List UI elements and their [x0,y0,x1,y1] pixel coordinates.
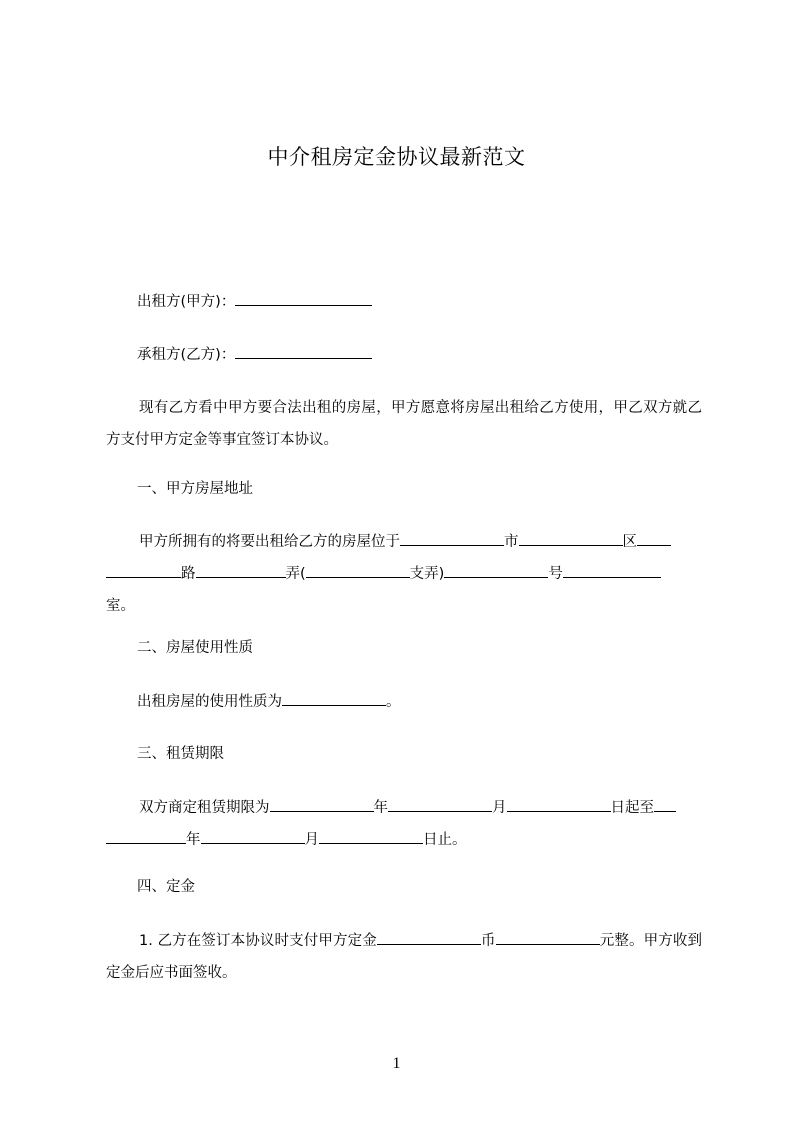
section-2-heading: 二、房屋使用性质 [137,640,253,656]
road-blank[interactable] [106,562,181,578]
document-title: 中介租房定金协议最新范文 [267,145,526,169]
section-3-paragraph [106,792,702,856]
section-4-paragraph [106,925,702,989]
amount-blank[interactable] [496,929,600,945]
term-text-1: 双方商定租赁期限为 [139,800,270,816]
section-2-paragraph [106,690,702,713]
lessee-name-blank[interactable] [235,343,372,359]
start-year-blank[interactable] [270,796,374,812]
address-text-lane: 弄( [285,566,306,582]
lessee-label: 承租方(乙方)： [137,347,236,363]
intro-paragraph: 现有乙方看中甲方要合法出租的房屋，甲方愿意将房屋出租给乙方使用，甲乙双方就乙方支付甲方定金等事宜签订本协议。 [106,400,702,448]
term-text-day-from: 日起至 [610,800,654,816]
end-year-blank-start[interactable] [654,796,676,812]
end-day-blank[interactable] [319,828,423,844]
city-blank[interactable] [400,530,504,546]
start-month-blank[interactable] [388,796,492,812]
lane-blank[interactable] [196,562,286,578]
address-text-number: 号 [548,566,563,582]
end-month-blank[interactable] [201,828,305,844]
number-blank[interactable] [444,562,548,578]
term-text-end-year: 年 [186,832,201,848]
usage-text: 出租房屋的使用性质为 [137,694,282,710]
address-text-1: 甲方所拥有的将要出租给乙方的房屋位于 [139,534,400,550]
section-4-heading: 四、定金 [137,879,195,895]
address-text-room: 室。 [106,598,135,614]
term-text-month: 月 [492,800,507,816]
term-text-year: 年 [373,800,388,816]
section-3-heading: 三、租赁期限 [137,746,224,762]
sublane-blank[interactable] [306,562,410,578]
end-year-blank[interactable] [106,828,186,844]
district-blank[interactable] [519,530,623,546]
section-1-paragraph [106,526,702,622]
deposit-text-2: 元整。甲方收到定金后应书面签收。 [106,933,703,981]
lessor-label: 出租方(甲方)： [137,294,236,310]
currency-blank[interactable] [377,929,481,945]
address-text-district: 区 [622,534,637,550]
page-number: 1 [392,1055,401,1072]
start-day-blank[interactable] [507,796,611,812]
room-blank[interactable] [563,562,661,578]
usage-blank[interactable] [282,690,386,706]
lessee-line [106,343,702,366]
usage-end: 。 [386,694,401,710]
deposit-text-currency: 币 [480,933,496,949]
address-text-road: 路 [181,566,196,582]
address-text-city: 市 [504,534,519,550]
section-1-heading: 一、甲方房屋地址 [137,481,253,497]
lessor-name-blank[interactable] [235,290,372,306]
term-text-end-month: 月 [304,832,319,848]
deposit-text-1: 1. 乙方在签订本协议时支付甲方定金 [139,933,377,949]
road-blank-start[interactable] [637,530,671,546]
term-text-end-day: 日止。 [423,832,467,848]
address-text-sublane: 支弄) [409,566,445,582]
lessor-line [106,290,702,313]
